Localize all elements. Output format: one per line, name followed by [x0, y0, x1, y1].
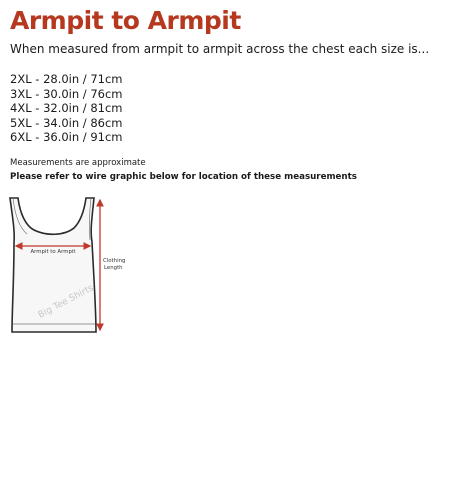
size-item: 5XL - 34.0in / 86cm [10, 115, 123, 130]
armpit-label: Armpit to Armpit [30, 249, 76, 255]
tank-top-diagram [0, 190, 130, 340]
size-item: 4XL - 32.0in / 81cm [10, 101, 123, 116]
approximate-note: Measurements are approximate [10, 158, 146, 168]
size-list [10, 72, 123, 145]
clothing-length-label: Length [104, 265, 123, 271]
watermark: Big Tee Shirts [36, 283, 96, 321]
size-item: 6XL - 36.0in / 91cm [10, 130, 123, 145]
refer-instruction: Please refer to wire graphic below for location of these measurements [10, 172, 357, 182]
size-item: 3XL - 30.0in / 76cm [10, 86, 123, 101]
clothing-length-label: Clothing [103, 258, 126, 264]
page-title: Armpit to Armpit [10, 6, 241, 35]
intro-text: When measured from armpit to armpit across the chest each size is... [10, 42, 430, 56]
size-item: 2XL - 28.0in / 71cm [10, 72, 123, 86]
